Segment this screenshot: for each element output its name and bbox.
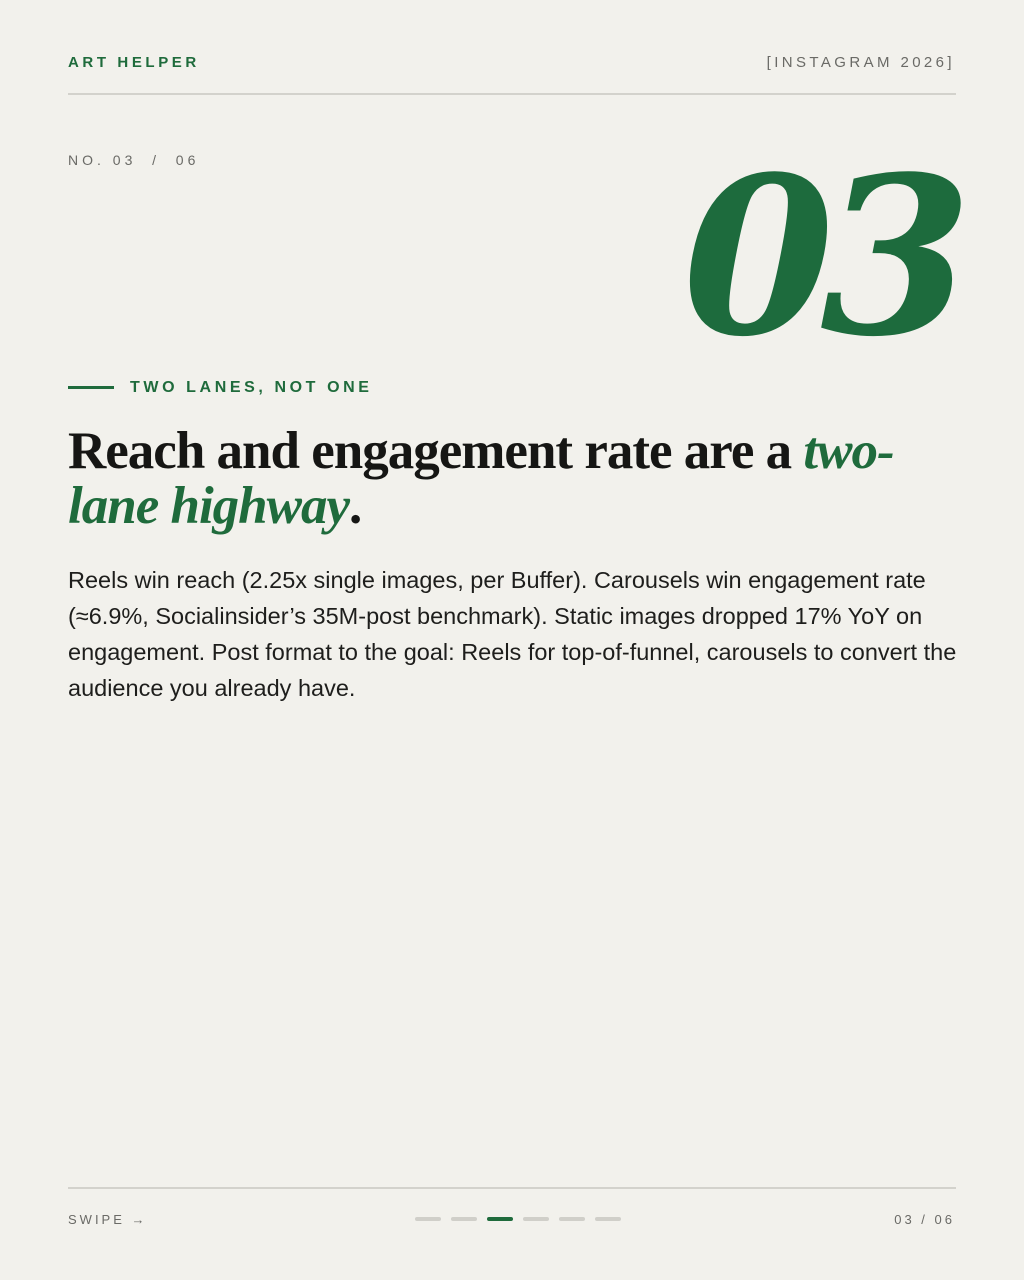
pagination-dot[interactable] — [415, 1217, 441, 1221]
slide-counter: NO. 03 / 06 — [68, 152, 200, 168]
header-divider — [68, 93, 956, 95]
headline — [68, 424, 968, 534]
pagination-dot[interactable] — [595, 1217, 621, 1221]
headline-main: Reach and engagement rate are a — [68, 422, 804, 480]
headline-accent: two-lane highway — [68, 422, 894, 535]
pagination-dots — [415, 1217, 621, 1221]
headline-end: . — [349, 477, 362, 535]
page-count: 03 / 06 — [894, 1212, 955, 1227]
eyebrow-rule — [68, 386, 114, 389]
brand-name: ART HELPER — [68, 54, 200, 71]
pagination-dot[interactable] — [451, 1217, 477, 1221]
pagination-dot[interactable] — [523, 1217, 549, 1221]
eyebrow-label: TWO LANES, NOT ONE — [130, 379, 373, 396]
swipe-hint[interactable]: SWIPE → — [68, 1212, 148, 1227]
body-paragraph: Reels win reach (2.25x single images, per Buffer). Carousels win engagement rate (≈6.9%, Socialinsider’s 35M-post benchmark). Static images dropped 17% YoY on engagement. Post format to the goal: Reels for top-of-funnel, carousels to convert the audience you already have. — [68, 567, 957, 701]
footer-divider — [68, 1187, 956, 1189]
platform-tag: [INSTAGRAM 2026] — [766, 54, 955, 71]
pagination-dot[interactable] — [559, 1217, 585, 1221]
big-slide-number: 03 — [682, 129, 958, 385]
pagination-dot-active[interactable] — [487, 1217, 513, 1221]
